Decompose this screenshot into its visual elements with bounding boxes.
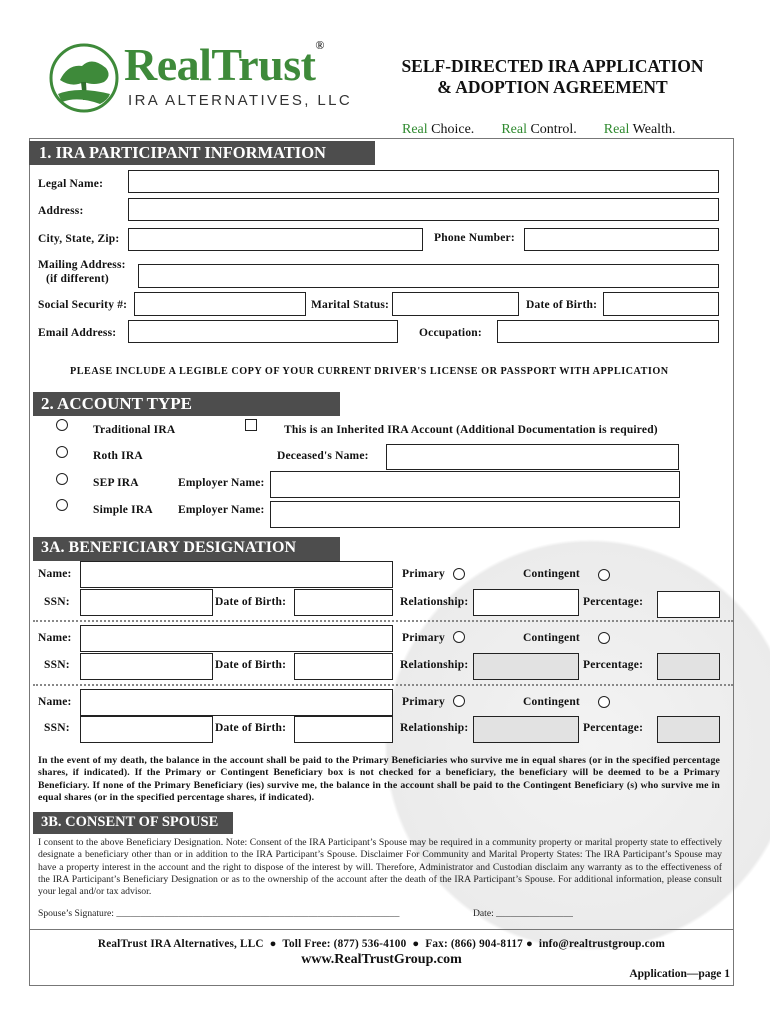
beneficiary3-contingent-label: Contingent	[523, 696, 580, 708]
section3b-header: 3B. CONSENT OF SPOUSE	[33, 812, 233, 834]
beneficiary2-dob-field[interactable]	[294, 653, 393, 680]
beneficiary1-percentage-label: Percentage:	[583, 596, 644, 608]
beneficiary1-primary-radio[interactable]	[453, 568, 465, 580]
beneficiary-terms-paragraph: In the event of my death, the balance in the account shall be paid to the Primary Beneficiaries who survive me in equal shares (or in the specified percentage shares, if indicated). If the Primary or Contingent Beneficiary box is not checked for a beneficiary, the beneficiary will be deemed to be a Primary Beneficiary. If none of the Primary Beneficiary (ies) survive me, the balance in the account shall be paid to the Contingent Beneficiary (s) who survive me in equal shares (or in the specified percentage shares, if indicated).	[38, 755, 720, 804]
deceased-name-field[interactable]	[386, 444, 679, 470]
beneficiary1-name-field[interactable]	[80, 561, 393, 588]
beneficiary-separator	[33, 620, 733, 622]
simple-ira-label: Simple IRA	[93, 504, 153, 516]
ssn-field[interactable]	[134, 292, 306, 316]
simple-ira-radio[interactable]	[56, 499, 68, 511]
email-field[interactable]	[128, 320, 398, 343]
occupation-label: Occupation:	[419, 327, 482, 339]
beneficiary2-relationship-label: Relationship:	[400, 659, 469, 671]
roth-ira-radio[interactable]	[56, 446, 68, 458]
mailing-address-field[interactable]	[138, 264, 719, 288]
marital-field[interactable]	[392, 292, 519, 316]
simple-employer-label: Employer Name:	[178, 504, 265, 516]
beneficiary2-ssn-label: SSN:	[44, 659, 70, 671]
city-field[interactable]	[128, 228, 423, 251]
slogan-choice: Choice.	[431, 122, 475, 137]
slogan-real-2: Real	[501, 122, 527, 137]
beneficiary3-name-label: Name:	[38, 696, 72, 708]
title-line2: & ADOPTION AGREEMENT	[437, 77, 668, 97]
slogan-control: Control.	[530, 122, 577, 137]
beneficiary1-ssn-field[interactable]	[80, 589, 213, 616]
footer-contact: RealTrust IRA Alternatives, LLC ● Toll Free: (877) 536-4100 ● Fax: (866) 904-8117 ● info@realtrustgroup.com	[97, 938, 666, 950]
legal-name-label: Legal Name:	[38, 178, 104, 190]
beneficiary1-primary-label: Primary	[402, 568, 445, 580]
beneficiary2-primary-label: Primary	[402, 632, 445, 644]
beneficiary1-relationship-field[interactable]	[473, 589, 579, 616]
phone-field[interactable]	[524, 228, 719, 251]
beneficiary3-relationship-field[interactable]	[473, 716, 579, 743]
beneficiary2-percentage-label: Percentage:	[583, 659, 644, 671]
beneficiary2-contingent-radio[interactable]	[598, 632, 610, 644]
beneficiary3-primary-radio[interactable]	[453, 695, 465, 707]
beneficiary3-contingent-radio[interactable]	[598, 696, 610, 708]
phone-label: Phone Number:	[434, 232, 515, 244]
beneficiary1-dob-label: Date of Birth:	[215, 596, 287, 608]
sep-employer-label: Employer Name:	[178, 477, 265, 489]
document-title	[375, 56, 730, 98]
marital-label: Marital Status:	[311, 299, 390, 311]
ssn-label: Social Security #:	[38, 299, 128, 311]
brand-tagline: IRA ALTERNATIVES, LLC	[128, 92, 353, 109]
slogan-real-1: Real	[402, 122, 428, 137]
footer-website[interactable]: www.RealTrustGroup.com	[301, 952, 462, 967]
roth-ira-label: Roth IRA	[93, 450, 143, 462]
brand-reg-mark: ®	[315, 38, 324, 52]
city-label: City, State, Zip:	[38, 233, 120, 245]
logo	[48, 40, 353, 118]
beneficiary3-ssn-field[interactable]	[80, 716, 213, 743]
beneficiary3-relationship-label: Relationship:	[400, 722, 469, 734]
mailing-label-1: Mailing Address:	[38, 259, 126, 271]
deceased-name-label: Deceased's Name:	[277, 450, 369, 462]
beneficiary1-ssn-label: SSN:	[44, 596, 70, 608]
beneficiary2-ssn-field[interactable]	[80, 653, 213, 680]
beneficiary2-name-label: Name:	[38, 632, 72, 644]
section1-header: 1. IRA PARTICIPANT INFORMATION	[29, 141, 375, 165]
address-label: Address:	[38, 205, 84, 217]
beneficiary1-name-label: Name:	[38, 568, 72, 580]
beneficiary2-primary-radio[interactable]	[453, 631, 465, 643]
slogan-wealth: Wealth.	[632, 122, 676, 137]
beneficiary3-ssn-label: SSN:	[44, 722, 70, 734]
page-number: Application—page 1	[629, 968, 730, 980]
beneficiary3-percentage-label: Percentage:	[583, 722, 644, 734]
spouse-consent-paragraph: I consent to the above Beneficiary Designation. Note: Consent of the IRA Participant’s Spouse may be required in a community property or marital property state to effectively designate a beneficiary other than or in addition to the IRA Participant’s Spouse. Disclaimer For Community and Marital Property States: The IRA Participant’s Spouse may have a property interest in the account and the right to dispose of the interest by will. Therefore, Administrator and Custodian disclaim any warranty as to the effectiveness of the IRA Participant’s Beneficiary Designation or as to the ownership of the account after the death of the IRA Participant’s Spouse. For additional information, please consult your legal and/or tax advisor.	[38, 837, 722, 898]
beneficiary1-relationship-label: Relationship:	[400, 596, 469, 608]
sep-ira-radio[interactable]	[56, 473, 68, 485]
slogan-real-3: Real	[603, 122, 630, 137]
beneficiary1-percentage-field[interactable]	[657, 591, 720, 618]
dob-field[interactable]	[603, 292, 719, 316]
beneficiary3-primary-label: Primary	[402, 696, 445, 708]
beneficiary2-percentage-field[interactable]	[657, 653, 720, 680]
spouse-signature-line[interactable]: Spouse’s Signature: ___________________________________________________________	[38, 908, 400, 919]
traditional-ira-radio[interactable]	[56, 419, 68, 431]
section2-header: 2. ACCOUNT TYPE	[33, 392, 340, 416]
occupation-field[interactable]	[497, 320, 719, 343]
beneficiary3-percentage-field[interactable]	[657, 716, 720, 743]
footer-divider	[29, 929, 734, 930]
dob-label: Date of Birth:	[526, 299, 598, 311]
title-line1: SELF-DIRECTED IRA APPLICATION	[401, 56, 704, 76]
beneficiary1-dob-field[interactable]	[294, 589, 393, 616]
beneficiary3-dob-label: Date of Birth:	[215, 722, 287, 734]
id-notice: PLEASE INCLUDE A LEGIBLE COPY OF YOUR CURRENT DRIVER'S LICENSE OR PASSPORT WITH APPLICATION	[70, 366, 669, 377]
sep-ira-label: SEP IRA	[93, 477, 139, 489]
beneficiary3-name-field[interactable]	[80, 689, 393, 716]
beneficiary1-contingent-label: Contingent	[523, 568, 580, 580]
slogan	[402, 122, 675, 138]
beneficiary2-name-field[interactable]	[80, 625, 393, 652]
traditional-ira-label: Traditional IRA	[93, 424, 176, 436]
beneficiary2-contingent-label: Contingent	[523, 632, 580, 644]
section3a-header: 3A. BENEFICIARY DESIGNATION	[33, 537, 340, 561]
tree-logo-icon	[48, 42, 120, 114]
inherited-ira-checkbox[interactable]	[245, 419, 257, 431]
brand-name-real: Real	[124, 39, 212, 90]
inherited-ira-label: This is an Inherited IRA Account (Additional Documentation is required)	[284, 424, 658, 436]
legal-name-field[interactable]	[128, 170, 719, 193]
simple-employer-field[interactable]	[270, 501, 680, 528]
spouse-date-line[interactable]: Date: ________________	[473, 908, 573, 919]
sep-employer-field[interactable]	[270, 471, 680, 498]
beneficiary2-dob-label: Date of Birth:	[215, 659, 287, 671]
beneficiary2-relationship-field[interactable]	[473, 653, 579, 680]
address-field[interactable]	[128, 198, 719, 221]
beneficiary-separator	[33, 684, 733, 686]
beneficiary1-contingent-radio[interactable]	[598, 569, 610, 581]
mailing-label-2: (if different)	[46, 273, 109, 285]
beneficiary3-dob-field[interactable]	[294, 716, 393, 743]
email-label: Email Address:	[38, 327, 117, 339]
brand-name-trust: Trust	[211, 39, 316, 90]
